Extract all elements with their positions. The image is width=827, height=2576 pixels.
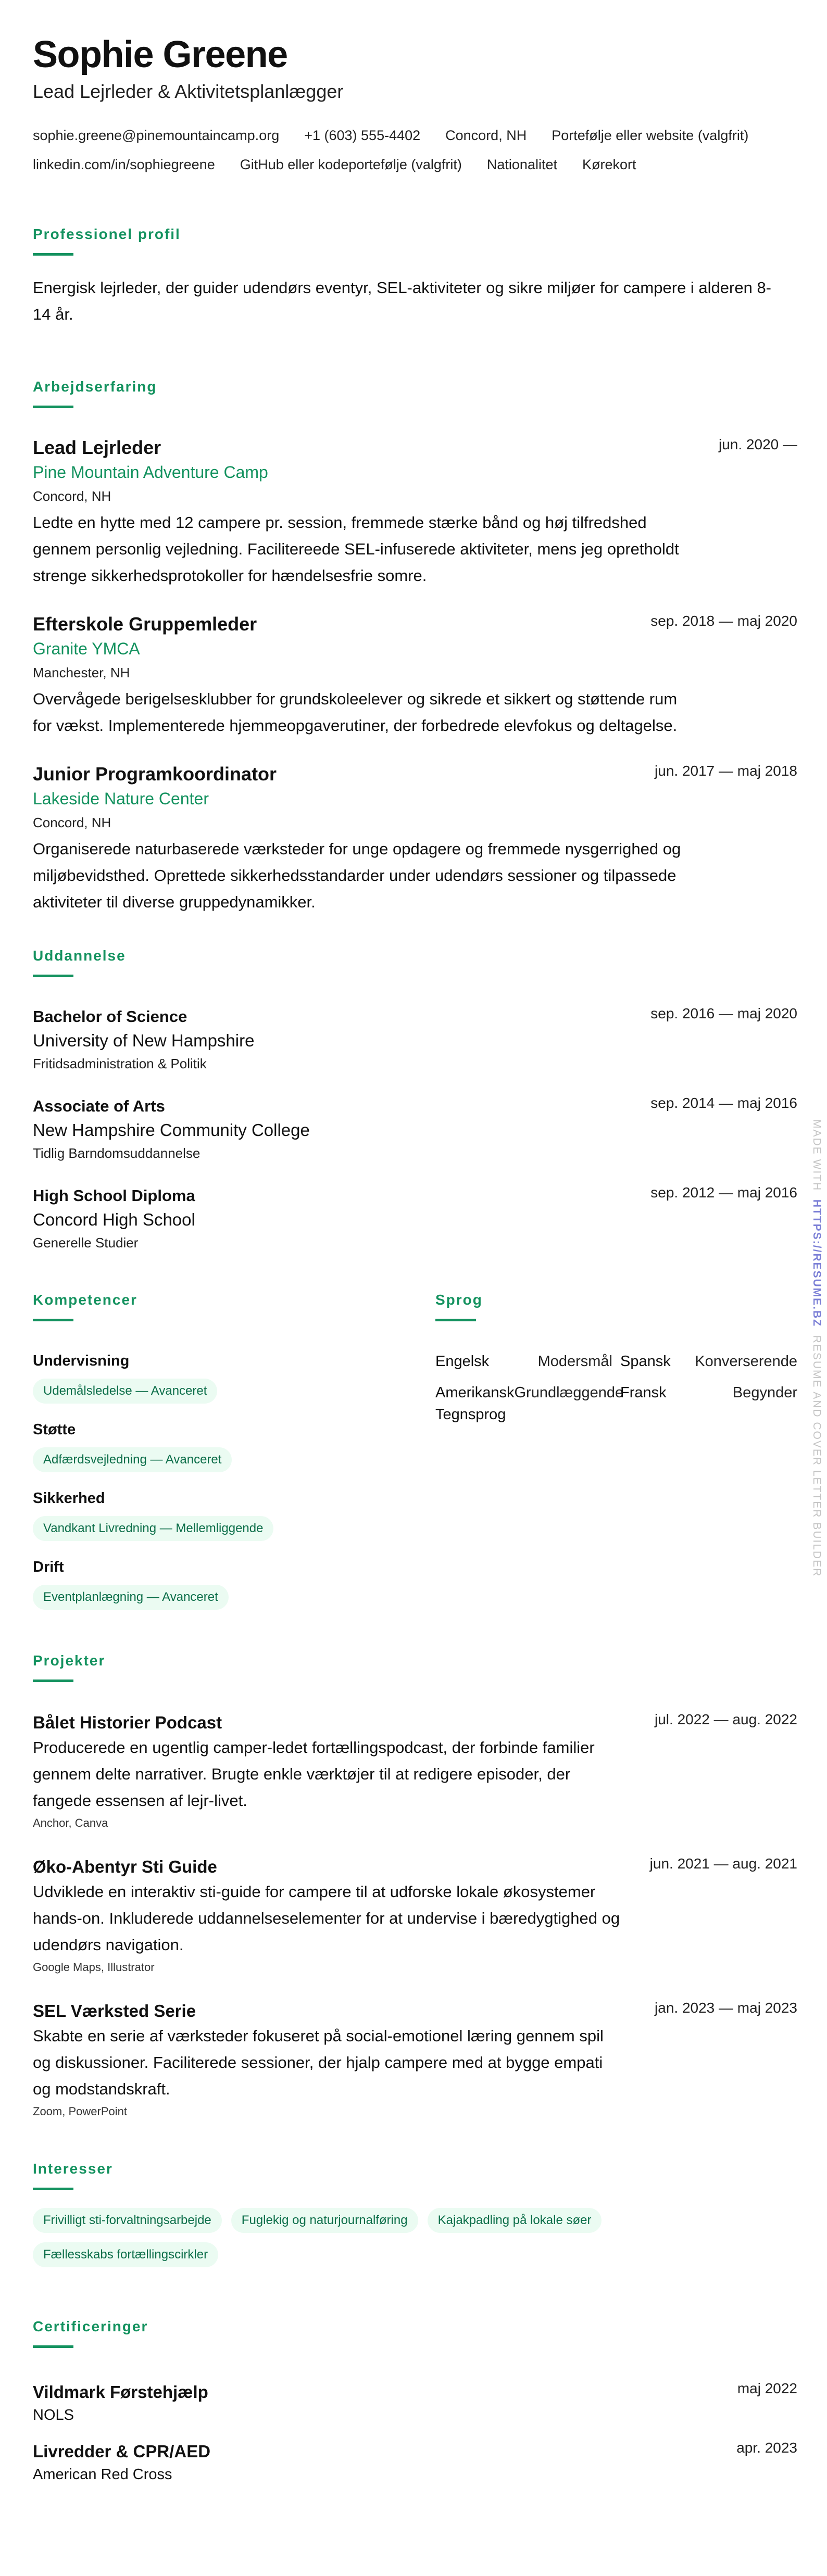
- certification-issuer: American Red Cross: [33, 2466, 172, 2483]
- job-company: Lakeside Nature Center: [33, 789, 209, 808]
- watermark-prefix: MADE WITH: [811, 1119, 823, 1192]
- job-company: Pine Mountain Adventure Camp: [33, 463, 268, 482]
- certification-issuer: NOLS: [33, 2407, 74, 2423]
- skill-chip: Eventplanlægning — Avanceret: [33, 1585, 229, 1610]
- language-item: [620, 1350, 797, 1372]
- language-level: Grundlæggende: [514, 1384, 624, 1401]
- resume: [33, 0, 797, 2485]
- job-location: Concord, NH: [33, 815, 111, 830]
- project-tech: Zoom, PowerPoint: [33, 2105, 127, 2118]
- job-date: sep. 2018 — maj 2020: [650, 613, 797, 629]
- experience-item: [33, 613, 797, 739]
- skill-chip-row: [33, 1585, 435, 1610]
- education-date: sep. 2016 — maj 2020: [650, 1005, 797, 1021]
- language-name: Engelsk: [435, 1353, 490, 1370]
- skill-group: [33, 1350, 435, 1404]
- skill-category: Sikkerhed: [33, 1490, 105, 1507]
- job-title: Lead Lejrleder: [33, 437, 161, 458]
- section-divider: [33, 1680, 73, 1682]
- education-degree: High School Diploma: [33, 1186, 195, 1205]
- section-divider: [33, 2345, 73, 2348]
- education-item: [33, 1095, 797, 1164]
- language-item: [435, 1350, 612, 1372]
- skill-chip-row: [33, 1447, 435, 1472]
- contact-github[interactable]: GitHub eller kodeportefølje (valgfrit): [240, 157, 462, 172]
- project-title: Bålet Historier Podcast: [33, 1713, 222, 1732]
- certification-date: maj 2022: [737, 2380, 797, 2396]
- language-level: Modersmål: [537, 1353, 612, 1370]
- education-section: [33, 946, 797, 1253]
- profile-text: Energisk lejrleder, der guider udendørs eventyr, SEL-aktiviteter og sikre miljøer for campere i alderen 8-14 år.: [33, 279, 772, 323]
- education-item: [33, 1005, 797, 1074]
- experience-item: [33, 436, 797, 589]
- project-tech: Google Maps, Illustrator: [33, 1961, 155, 1974]
- skill-chip: Adfærdsvejledning — Avanceret: [33, 1447, 232, 1472]
- interest-chip: Fællesskabs fortællingscirkler: [33, 2242, 218, 2267]
- language-name: Fransk: [620, 1384, 667, 1401]
- education-field: Fritidsadministration & Politik: [33, 1056, 207, 1071]
- skills-section: [33, 1291, 435, 1610]
- skill-group: [33, 1488, 435, 1541]
- interest-chip: Frivilligt sti-forvaltningsarbejde: [33, 2208, 222, 2233]
- section-heading: Uddannelse: [33, 948, 126, 964]
- skill-group: [33, 1557, 435, 1610]
- skill-chip: Udemålsledelse — Avanceret: [33, 1379, 217, 1404]
- certification-item: [33, 2380, 797, 2426]
- language-level: Begynder: [732, 1384, 797, 1401]
- skill-chip-row: [33, 1516, 435, 1541]
- section-heading: Sprog: [435, 1292, 483, 1308]
- project-tech: Anchor, Canva: [33, 1816, 108, 1829]
- education-item: [33, 1184, 797, 1253]
- project-item: [33, 1855, 797, 1977]
- section-heading: Projekter: [33, 1652, 106, 1669]
- job-title: Junior Programkoordinator: [33, 763, 277, 785]
- project-title: SEL Værksted Serie: [33, 2001, 196, 2021]
- project-description: Skabte en serie af værksteder fokuseret på social-emotionel læring gennem spil og diskussioner. Faciliterede sessioner, der hjalp campere med at bygge empati og modstandskraft.: [33, 2027, 604, 2098]
- job-date: jun. 2020 —: [719, 436, 797, 452]
- education-field: Tidlig Barndomsuddannelse: [33, 1145, 201, 1161]
- job-date: jun. 2017 — maj 2018: [655, 763, 797, 779]
- education-degree: Bachelor of Science: [33, 1007, 187, 1026]
- certification-item: [33, 2440, 797, 2485]
- project-description: Producerede en ugentlig camper-ledet fortællingspodcast, der forbinde familier gennem delte narrativer. Brugte enkle værktøjer til at redigere episoder, der fangede essensen af lejr-livet.: [33, 1738, 595, 1810]
- job-company: Granite YMCA: [33, 639, 140, 658]
- experience-section: [33, 377, 797, 915]
- language-item: [435, 1382, 624, 1425]
- contact-list: [33, 121, 772, 179]
- language-name: Amerikansk Tegnsprog: [435, 1384, 515, 1423]
- section-divider: [33, 406, 73, 408]
- education-field: Generelle Studier: [33, 1235, 139, 1251]
- project-date: jan. 2023 — maj 2023: [655, 2000, 797, 2016]
- contact-phone[interactable]: +1 (603) 555-4402: [304, 128, 421, 143]
- language-item: [620, 1382, 797, 1425]
- skills-languages-row: [33, 1291, 797, 1610]
- job-title: Efterskole Gruppemleder: [33, 613, 257, 635]
- certification-title: Livredder & CPR/AED: [33, 2442, 211, 2461]
- profile-section: [33, 225, 797, 327]
- job-description: Ledte en hytte med 12 campere pr. session, fremmede stærke bånd og høj tilfredshed gennem personlig vejledning. Facilitereede SEL-infuserede aktiviteter, mens jeg opretholdt strenge sikkerhedsprotokoller for hændelsesfrie somre.: [33, 513, 679, 585]
- skill-category: Drift: [33, 1559, 64, 1575]
- education-date: sep. 2014 — maj 2016: [650, 1095, 797, 1111]
- job-description: Organiserede naturbaserede værksteder for unge opdagere og fremmede nysgerrighed og miljøbevidsthed. Oprettede sikkerhedsstandarder under udendørs sessioner og tilpassede aktiviteter til diverse gruppedynamikker.: [33, 840, 681, 911]
- contact-email[interactable]: sophie.greene@pinemountaincamp.org: [33, 128, 280, 143]
- education-school: Concord High School: [33, 1210, 195, 1229]
- education-date: sep. 2012 — maj 2016: [650, 1184, 797, 1201]
- certifications-section: [33, 2317, 797, 2485]
- candidate-name: Sophie Greene: [33, 34, 287, 75]
- language-name: Spansk: [620, 1353, 671, 1370]
- skill-group: [33, 1419, 435, 1472]
- job-location: Concord, NH: [33, 488, 111, 504]
- job-description: Overvågede berigelsesklubber for grundskoleelever og sikrede et sikkert og støttende rum for vækst. Implementerede hjemmeopgaverutiner, der forbedrede elevfokus og deltagelse.: [33, 690, 678, 735]
- candidate-title: Lead Lejrleder & Aktivitetsplanlægger: [33, 81, 344, 102]
- section-heading: Arbejdserfaring: [33, 378, 157, 395]
- projects-section: [33, 1651, 797, 2121]
- skill-chip-row: [33, 1379, 435, 1404]
- language-level: Konverserende: [695, 1353, 797, 1370]
- section-divider: [33, 2188, 73, 2190]
- project-date: jul. 2022 — aug. 2022: [655, 1711, 797, 1727]
- experience-item: [33, 763, 797, 915]
- project-item: [33, 2000, 797, 2121]
- project-title: Øko-Abentyr Sti Guide: [33, 1857, 217, 1876]
- contact-portfolio[interactable]: Portefølje eller website (valgfrit): [552, 128, 749, 143]
- education-degree: Associate of Arts: [33, 1097, 165, 1115]
- skill-chip: Vandkant Livredning — Mellemliggende: [33, 1516, 273, 1541]
- certification-date: apr. 2023: [736, 2440, 797, 2456]
- skill-category: Støtte: [33, 1421, 76, 1438]
- section-heading: Kompetencer: [33, 1292, 137, 1308]
- contact-location: Concord, NH: [445, 128, 527, 143]
- education-school: University of New Hampshire: [33, 1031, 255, 1050]
- project-date: jun. 2021 — aug. 2021: [649, 1855, 797, 1872]
- contact-linkedin[interactable]: linkedin.com/in/sophiegreene: [33, 157, 215, 172]
- interest-chip: Fuglekig og naturjournalføring: [231, 2208, 418, 2233]
- section-heading: Interesser: [33, 2161, 113, 2177]
- contact-license: Kørekort: [582, 157, 636, 172]
- section-divider: [33, 253, 73, 256]
- job-location: Manchester, NH: [33, 665, 130, 680]
- languages-section: [435, 1291, 797, 1610]
- section-divider: [435, 1319, 476, 1321]
- certification-title: Vildmark Førstehjælp: [33, 2382, 208, 2402]
- project-description: Udviklede en interaktiv sti-guide for campere til at udforske lokale økosystemer hands-on. Inkluderede uddannelseselementer for at undervise i bæredygtighed og udendørs navigation.: [33, 1883, 620, 1954]
- interest-chip: Kajakpadling på lokale søer: [428, 2208, 602, 2233]
- project-item: [33, 1711, 797, 1833]
- section-heading: Professionel profil: [33, 226, 181, 242]
- skill-category: Undervisning: [33, 1353, 130, 1369]
- watermark-link[interactable]: HTTPS://RESUME.BZ: [811, 1199, 823, 1327]
- section-divider: [33, 1319, 73, 1321]
- section-divider: [33, 975, 73, 977]
- watermark: [807, 1119, 823, 1577]
- watermark-suffix: RESUME AND COVER LETTER BUILDER: [811, 1335, 823, 1577]
- contact-nationality: Nationalitet: [486, 157, 557, 172]
- education-school: New Hampshire Community College: [33, 1120, 310, 1140]
- interests-section: [33, 2160, 797, 2267]
- section-heading: Certificeringer: [33, 2318, 148, 2334]
